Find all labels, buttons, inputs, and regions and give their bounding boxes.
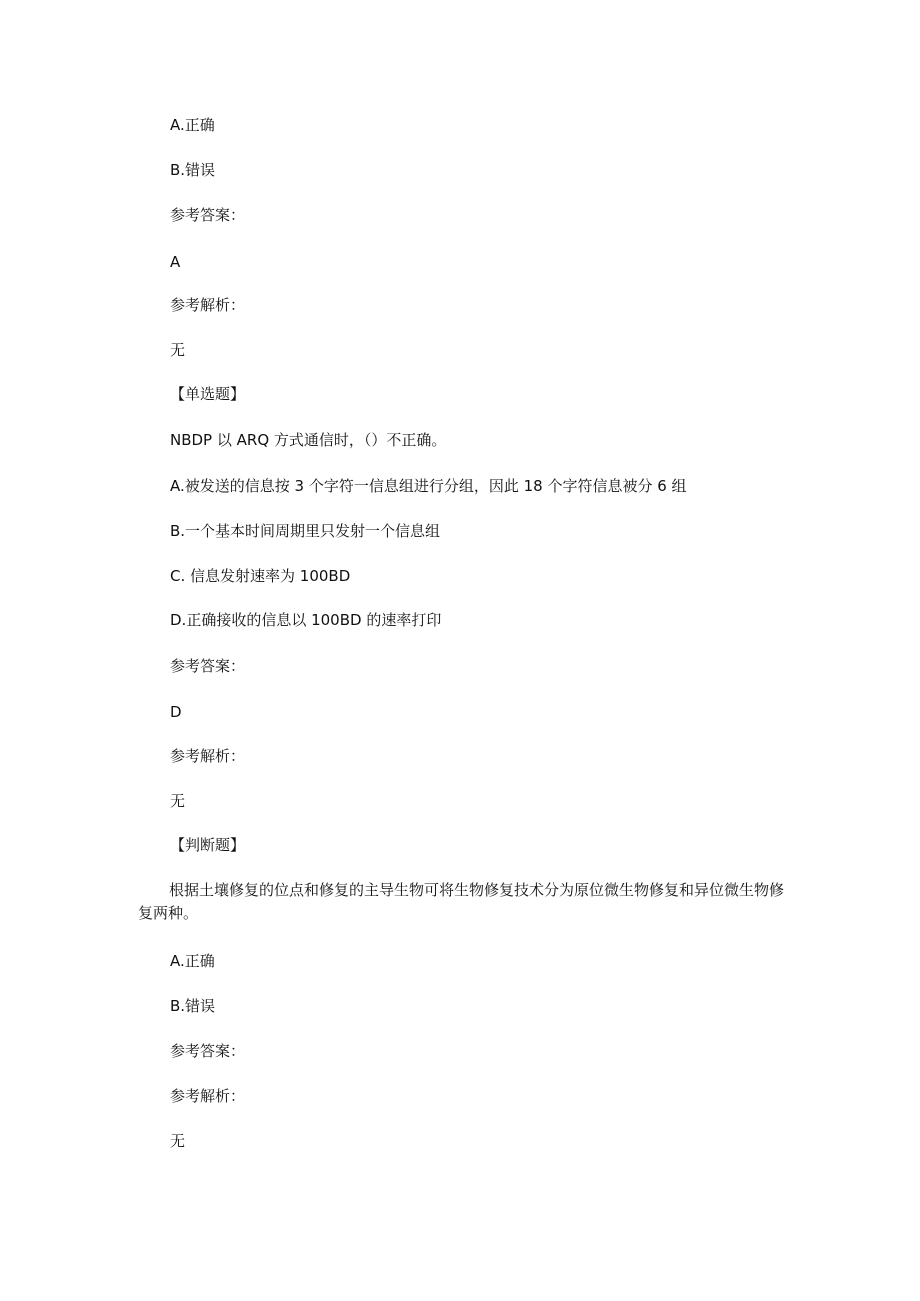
option-a: A.正确 xyxy=(170,952,215,970)
analysis-value: 无 xyxy=(170,1132,186,1150)
question-text: 根据土壤修复的位点和修复的主导生物可将生物修复技术分为原位微生物修复和异位微生物修复两种。 xyxy=(138,881,785,922)
analysis-label: 参考解析： xyxy=(170,296,246,314)
answer-value: A xyxy=(170,253,181,271)
option-a: A.被发送的信息按 3 个字符一信息组进行分组，因此 18 个字符信息被分 6 组 xyxy=(170,477,687,495)
analysis-label: 参考解析： xyxy=(170,1087,246,1105)
analysis-label: 参考解析： xyxy=(170,747,246,765)
answer-label: 参考答案： xyxy=(170,1042,246,1060)
option-d: D.正确接收的信息以 100BD 的速率打印 xyxy=(170,611,442,629)
answer-label: 参考答案： xyxy=(170,206,246,224)
analysis-value: 无 xyxy=(170,341,186,359)
analysis-value: 无 xyxy=(170,792,186,810)
option-b: B.错误 xyxy=(170,161,216,179)
option-b: B.一个基本时间周期里只发射一个信息组 xyxy=(170,522,441,540)
question-text: NBDP 以 ARQ 方式通信时，（）不正确。 xyxy=(170,431,447,449)
answer-value: D xyxy=(170,703,182,721)
option-b: B.错误 xyxy=(170,997,216,1015)
answer-label: 参考答案： xyxy=(170,657,246,675)
question-type-label: 【判断题】 xyxy=(170,836,246,854)
question-type-label: 【单选题】 xyxy=(170,385,246,403)
option-a: A.正确 xyxy=(170,116,215,134)
option-c: C. 信息发射速率为 100BD xyxy=(170,567,351,585)
